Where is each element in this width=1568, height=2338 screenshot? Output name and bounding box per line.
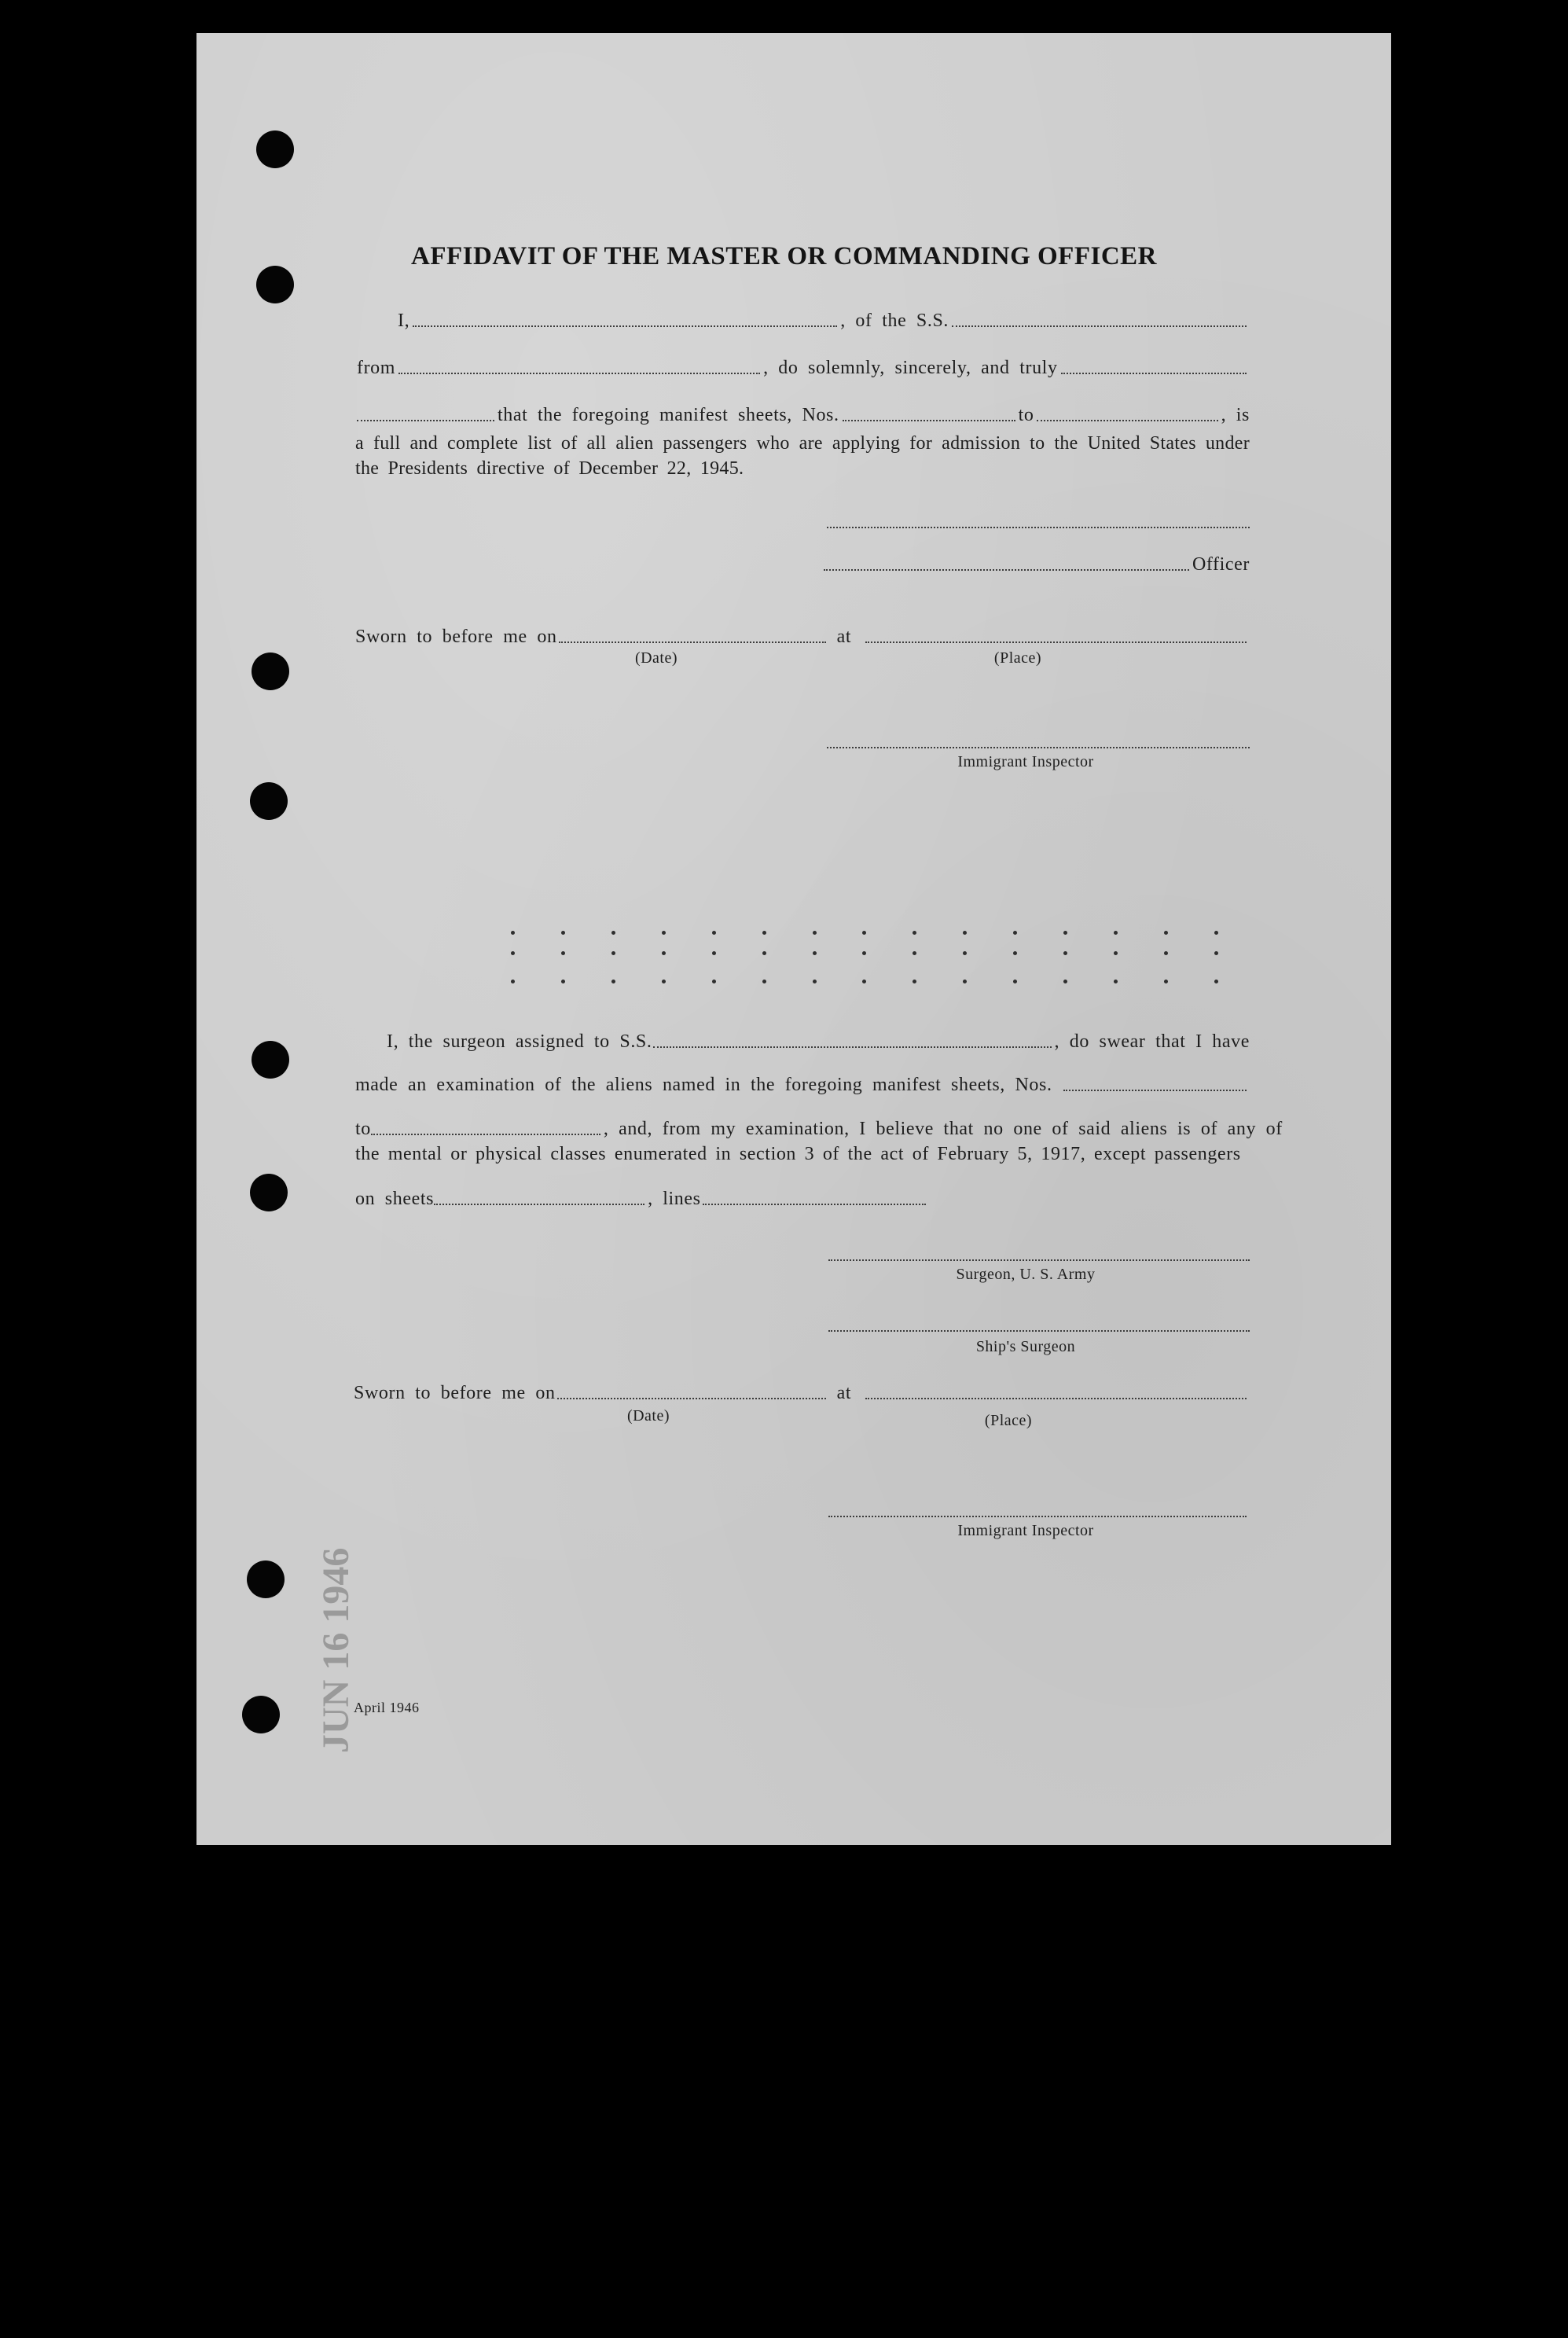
master-sworn-label: Sworn to before me on: [355, 627, 557, 647]
surgeon-inspector-caption: Immigrant Inspector: [957, 1522, 1094, 1539]
surgeon-line-3: [355, 1119, 1283, 1140]
master-is-label: , is: [1221, 405, 1250, 425]
dot: [1013, 951, 1017, 955]
surgeon-inspector-line[interactable]: [828, 1516, 1247, 1517]
binder-hole: [252, 653, 289, 690]
master-from-label: from: [357, 358, 396, 378]
dot: [813, 931, 817, 935]
surgeon-to-label: to: [355, 1119, 371, 1139]
surgeon-lines-field[interactable]: [703, 1203, 926, 1205]
dot: [862, 951, 866, 955]
master-inspector-caption: Immigrant Inspector: [957, 753, 1094, 770]
dot: [1063, 951, 1067, 955]
surgeon-sworn-label: Sworn to before me on: [354, 1383, 556, 1403]
dot: [561, 951, 565, 955]
binder-hole: [242, 1696, 280, 1733]
dot: [662, 951, 666, 955]
surgeon-sworn-line: [354, 1383, 1250, 1404]
dot: [662, 931, 666, 935]
surgeon-sheets-label: on sheets: [355, 1189, 435, 1209]
dot: [913, 931, 916, 935]
dot: [1114, 931, 1118, 935]
surgeon-swear-label: , do swear that I have: [1054, 1031, 1250, 1052]
dot: [561, 931, 565, 935]
surgeon-sheet-from-field[interactable]: [1063, 1089, 1247, 1091]
dot: [1114, 980, 1118, 983]
dot: [762, 980, 766, 983]
master-line-2: [357, 358, 1250, 379]
master-name-field[interactable]: [413, 325, 837, 327]
binder-hole: [247, 1561, 285, 1598]
dot: [963, 980, 967, 983]
binder-hole: [250, 782, 288, 820]
surgeon-place-caption: (Place): [984, 1412, 1033, 1429]
master-to-label: to: [1018, 405, 1034, 425]
dot: [511, 931, 515, 935]
master-place-caption: (Place): [993, 649, 1042, 667]
form-title: AFFIDAVIT OF THE MASTER OR COMMANDING OFFICER: [411, 242, 1157, 270]
master-sworn-date-field[interactable]: [559, 641, 826, 643]
surgeon-line-2: [355, 1075, 1250, 1096]
master-sworn-place-field[interactable]: [865, 641, 1247, 643]
master-sheet-from-field[interactable]: [843, 419, 1015, 421]
dot: [511, 951, 515, 955]
master-signature-line[interactable]: [827, 527, 1250, 528]
dot: [1114, 951, 1118, 955]
dot: [1063, 980, 1067, 983]
master-line-1: [398, 311, 1250, 332]
dot: [913, 980, 916, 983]
master-officer-line: [824, 554, 1250, 575]
dot: [862, 931, 866, 935]
dot: [1013, 980, 1017, 983]
surgeon-sheet-to-field[interactable]: [371, 1133, 600, 1135]
master-inspector-line[interactable]: [827, 747, 1250, 748]
dot: [1063, 931, 1067, 935]
ships-surgeon-caption: Ship's Surgeon: [975, 1338, 1076, 1355]
master-declare-field[interactable]: [357, 419, 494, 421]
master-ship-field[interactable]: [952, 325, 1247, 327]
dot: [813, 980, 817, 983]
ships-surgeon-signature-line[interactable]: [828, 1330, 1250, 1332]
surgeon-ss-label: I, the surgeon assigned to S.S.: [387, 1031, 652, 1052]
surgeon-line-1: [387, 1031, 1250, 1053]
dot: [762, 931, 766, 935]
dot: [561, 980, 565, 983]
dot: [511, 980, 515, 983]
separator-dots: [511, 951, 1218, 955]
dot: [712, 931, 716, 935]
dot: [1164, 951, 1168, 955]
master-solemn-label: , do solemnly, sincerely, and truly: [763, 358, 1058, 378]
date-stamp: JUN 16 1946: [315, 1547, 357, 1753]
dot: [762, 951, 766, 955]
binder-hole: [256, 266, 294, 303]
master-sheet-to-field[interactable]: [1037, 419, 1217, 421]
dot: [712, 980, 716, 983]
surgeon-date-caption: (Date): [626, 1407, 670, 1424]
dot: [611, 980, 615, 983]
dot: [1214, 931, 1218, 935]
dot: [963, 951, 967, 955]
dot: [662, 980, 666, 983]
surgeon-ship-field[interactable]: [653, 1046, 1051, 1048]
dot: [1214, 951, 1218, 955]
surgeon-sheets-field[interactable]: [434, 1203, 644, 1205]
dot: [813, 951, 817, 955]
army-surgeon-caption: Surgeon, U. S. Army: [956, 1266, 1096, 1283]
master-line-3: [357, 405, 1250, 426]
dot: [611, 931, 615, 935]
surgeon-sworn-place-field[interactable]: [865, 1397, 1247, 1399]
dot: [1164, 980, 1168, 983]
master-i-label: I,: [398, 311, 410, 331]
surgeon-sworn-date-field[interactable]: [557, 1397, 826, 1399]
surgeon-line-4: [355, 1144, 1250, 1165]
master-sheets-label: that the foregoing manifest sheets, Nos.: [498, 405, 839, 425]
master-port-field[interactable]: [398, 372, 760, 374]
separator-dots: [511, 931, 1218, 935]
officer-label: Officer: [1192, 554, 1250, 575]
dot: [1214, 980, 1218, 983]
dot: [963, 931, 967, 935]
surgeon-exam-label: made an examination of the aliens named in the foregoing manifest sheets, Nos.: [355, 1075, 1052, 1095]
dot: [1164, 931, 1168, 935]
master-ss-label: , of the S.S.: [840, 311, 949, 331]
army-surgeon-signature-line[interactable]: [828, 1259, 1250, 1261]
dot: [611, 951, 615, 955]
surgeon-line-5: [355, 1189, 929, 1210]
master-date-caption: (Date): [634, 649, 678, 667]
master-statement: a full and complete list of all alien passengers who are applying for admission to the United States under the Presidents directive of December 22, 1945.: [355, 433, 1250, 479]
binder-hole: [252, 1041, 289, 1079]
separator-dots: [511, 980, 1218, 983]
surgeon-at-label: at: [836, 1383, 852, 1403]
master-oath-field[interactable]: [1061, 372, 1247, 374]
surgeon-lines-label: , lines: [648, 1189, 701, 1209]
dot: [712, 951, 716, 955]
surgeon-belief-label: , and, from my examination, I believe that no one of said aliens is of any of: [603, 1119, 1283, 1139]
master-at-label: at: [836, 627, 852, 647]
dot: [862, 980, 866, 983]
surgeon-classes-label: the mental or physical classes enumerated in section 3 of the act of February 5, 1917, except passengers: [355, 1144, 1241, 1164]
dot: [1013, 931, 1017, 935]
form-edition-date: April 1946: [354, 1700, 420, 1715]
master-officer-field[interactable]: [824, 568, 1189, 571]
dot: [913, 951, 916, 955]
master-sworn-line: [355, 627, 1250, 648]
binder-hole: [256, 131, 294, 168]
form-paper: [196, 33, 1391, 1845]
binder-hole: [250, 1174, 288, 1211]
